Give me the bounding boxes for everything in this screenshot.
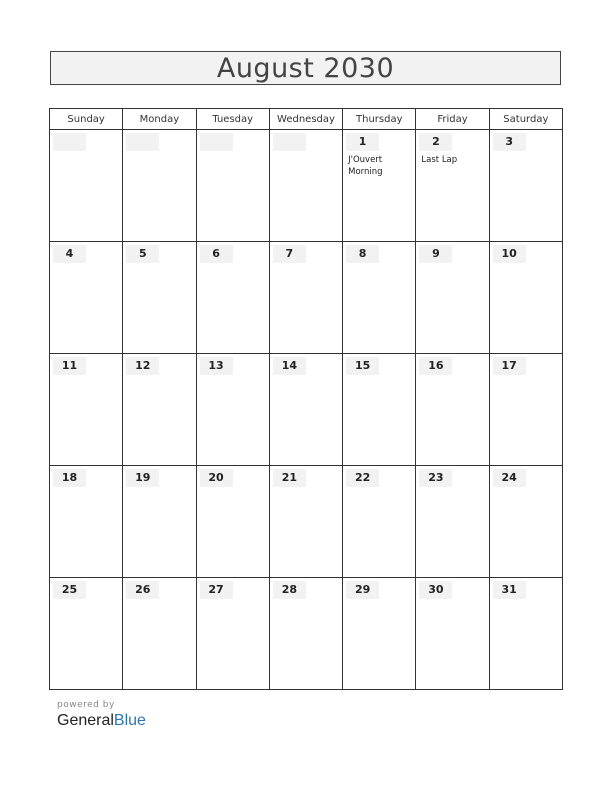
day-number: 6 — [200, 245, 233, 263]
day-cell[interactable] — [123, 354, 196, 466]
day-number: 24 — [493, 469, 526, 487]
weekday-header-monday: Monday — [123, 109, 196, 130]
day-number: 12 — [126, 357, 159, 375]
day-cell[interactable] — [489, 130, 562, 242]
powered-by-text: powered by — [57, 700, 115, 710]
day-cell[interactable] — [343, 354, 416, 466]
day-number: 1 — [346, 133, 379, 151]
day-cell[interactable] — [123, 242, 196, 354]
generalblue-logo[interactable] — [57, 712, 146, 730]
calendar-title: August 2030 — [50, 51, 561, 85]
day-number: 23 — [419, 469, 452, 487]
day-number: 7 — [273, 245, 306, 263]
day-cell[interactable] — [50, 130, 123, 242]
day-number: 28 — [273, 581, 306, 599]
day-number: 9 — [419, 245, 452, 263]
calendar-body — [50, 130, 563, 690]
footer — [57, 700, 146, 730]
day-number — [200, 133, 233, 151]
day-cell[interactable] — [489, 466, 562, 578]
day-cell[interactable] — [196, 466, 269, 578]
week-row — [50, 466, 563, 578]
day-number: 4 — [53, 245, 86, 263]
day-number: 8 — [346, 245, 379, 263]
day-cell[interactable] — [50, 354, 123, 466]
day-number: 16 — [419, 357, 452, 375]
day-number: 19 — [126, 469, 159, 487]
week-row — [50, 242, 563, 354]
day-cell[interactable] — [416, 578, 489, 690]
day-cell[interactable] — [269, 242, 342, 354]
day-cell[interactable] — [343, 466, 416, 578]
day-number — [126, 133, 159, 151]
day-number: 2 — [419, 133, 452, 151]
day-cell[interactable] — [50, 466, 123, 578]
day-number: 15 — [346, 357, 379, 375]
day-number — [273, 133, 306, 151]
day-number: 30 — [419, 581, 452, 599]
day-cell[interactable] — [123, 578, 196, 690]
day-cell[interactable] — [196, 354, 269, 466]
week-row — [50, 354, 563, 466]
week-row — [50, 578, 563, 690]
event-list — [421, 154, 488, 166]
week-row — [50, 130, 563, 242]
day-number: 18 — [53, 469, 86, 487]
day-cell[interactable] — [196, 578, 269, 690]
day-cell[interactable] — [489, 242, 562, 354]
day-cell[interactable] — [416, 130, 489, 242]
day-number: 17 — [493, 357, 526, 375]
day-number: 21 — [273, 469, 306, 487]
day-cell[interactable] — [50, 578, 123, 690]
day-cell[interactable] — [489, 354, 562, 466]
day-cell[interactable] — [50, 242, 123, 354]
day-cell[interactable] — [416, 466, 489, 578]
day-number: 27 — [200, 581, 233, 599]
day-cell[interactable] — [123, 130, 196, 242]
brand-blue-text: Blue — [113, 712, 146, 729]
weekday-header-thursday: Thursday — [343, 109, 416, 130]
weekday-header-row — [50, 109, 563, 130]
weekday-header-sunday: Sunday — [50, 109, 123, 130]
day-number: 14 — [273, 357, 306, 375]
weekday-header-friday: Friday — [416, 109, 489, 130]
day-cell[interactable] — [416, 354, 489, 466]
day-cell[interactable] — [269, 578, 342, 690]
day-number: 5 — [126, 245, 159, 263]
day-number — [53, 133, 86, 151]
event-label: Last Lap — [421, 155, 458, 165]
weekday-header-saturday: Saturday — [489, 109, 562, 130]
calendar-grid — [49, 108, 563, 690]
day-number: 10 — [493, 245, 526, 263]
weekday-header-wednesday: Wednesday — [269, 109, 342, 130]
day-number: 26 — [126, 581, 159, 599]
day-number: 29 — [346, 581, 379, 599]
event-list — [348, 154, 415, 178]
day-cell[interactable] — [269, 466, 342, 578]
day-number: 25 — [53, 581, 86, 599]
day-number: 11 — [53, 357, 86, 375]
day-number: 31 — [493, 581, 526, 599]
day-number: 20 — [200, 469, 233, 487]
day-number: 3 — [493, 133, 526, 151]
day-cell[interactable] — [343, 242, 416, 354]
day-cell[interactable] — [416, 242, 489, 354]
day-cell[interactable] — [123, 466, 196, 578]
brand-general-text: General — [57, 712, 114, 729]
weekday-header-tuesday: Tuesday — [196, 109, 269, 130]
day-cell[interactable] — [196, 242, 269, 354]
day-cell[interactable] — [196, 130, 269, 242]
day-cell[interactable] — [269, 130, 342, 242]
day-cell[interactable] — [343, 130, 416, 242]
day-number: 13 — [200, 357, 233, 375]
day-cell[interactable] — [343, 578, 416, 690]
event-label: J'Ouvert Morning — [348, 155, 383, 177]
day-cell[interactable] — [269, 354, 342, 466]
day-number: 22 — [346, 469, 379, 487]
day-cell[interactable] — [489, 578, 562, 690]
